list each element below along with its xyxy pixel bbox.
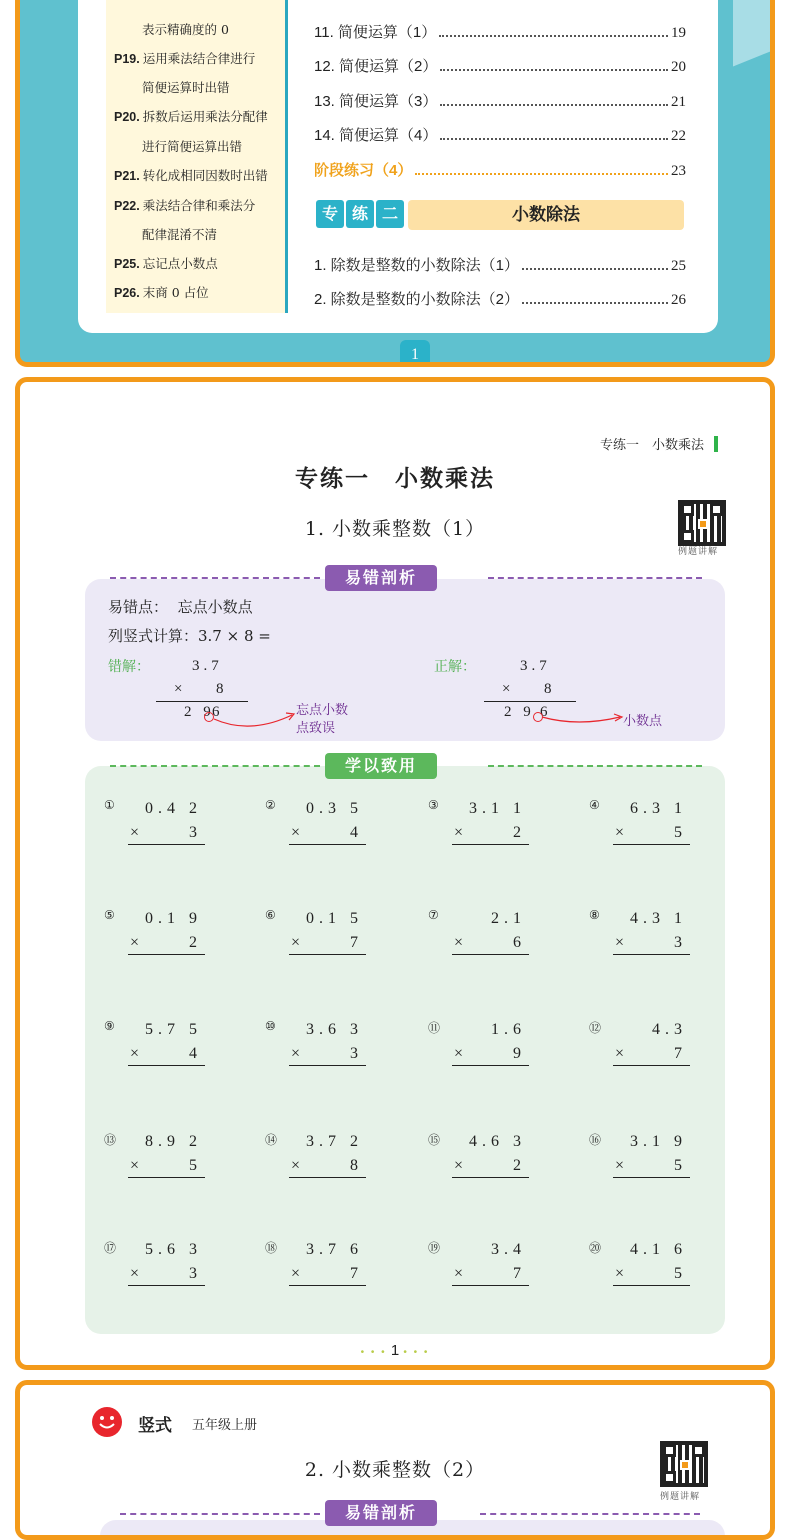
multiplier: 6 xyxy=(513,934,526,951)
problem-number: ⑧ xyxy=(589,908,600,922)
practice-problem xyxy=(428,1239,526,1299)
multiplier-row xyxy=(454,934,526,952)
answer-line xyxy=(452,1065,529,1066)
multiplicand: 0.3 5 xyxy=(306,800,363,817)
answer-line xyxy=(613,844,690,845)
qr-code-icon[interactable] xyxy=(660,1441,708,1487)
lesson-title: 1. 小数乘整数（1） xyxy=(304,518,486,540)
multiplier: 5 xyxy=(674,1265,687,1282)
lesson-title: 2. 小数乘整数（2） xyxy=(304,1459,486,1481)
multiplier: 7 xyxy=(513,1265,526,1282)
multiplier: 7 xyxy=(350,1265,363,1282)
practice-problem xyxy=(428,1131,526,1191)
times-sign: × xyxy=(291,934,306,951)
note-row: 进行简便运算出错 xyxy=(142,139,243,154)
multiplicand: 3.7 2 xyxy=(306,1133,363,1150)
multiplier: 4 xyxy=(189,1045,202,1062)
multiplier: 3 xyxy=(350,1045,363,1062)
problem-number: ⑱ xyxy=(265,1241,278,1255)
multiplier: 8 xyxy=(350,1157,363,1174)
answer-line xyxy=(128,1065,205,1066)
times-sign: × xyxy=(130,934,145,951)
qr-caption: 例题讲解 xyxy=(660,1492,701,1502)
wrong-multiplicand: 3.7 xyxy=(192,658,223,674)
practice-problem xyxy=(265,1131,363,1191)
grade-label: 五年级上册 xyxy=(192,1417,258,1432)
problem-number: ⑨ xyxy=(104,1019,115,1033)
multiplier: 3 xyxy=(189,1265,202,1282)
multiplier-row xyxy=(454,1045,526,1063)
page-number: 1 xyxy=(400,340,430,367)
times-sign: × xyxy=(291,1265,306,1282)
right-multiplicand: 3.7 xyxy=(520,658,551,674)
multiplicand: 5.7 5 xyxy=(145,1021,202,1038)
multiplier-row xyxy=(615,934,687,952)
multiplicand: 2.1 xyxy=(491,910,526,927)
answer-line xyxy=(128,844,205,845)
multiplier-row xyxy=(291,824,363,842)
multiplicand: 4.3 1 xyxy=(630,910,687,927)
problem-number: ⑫ xyxy=(589,1021,602,1035)
wrong-note: 忘点小数 点致误 xyxy=(296,703,349,736)
times-sign: × xyxy=(615,1045,630,1062)
qr-code-icon[interactable] xyxy=(678,500,726,546)
chapter-title: 专练一 小数乘法 xyxy=(295,465,495,492)
multiplier-row xyxy=(130,824,202,842)
mistake-banner: 易错剖析 xyxy=(325,565,437,591)
multiplier-row xyxy=(291,1265,363,1283)
problem-number: ③ xyxy=(428,798,439,812)
multiplier-row xyxy=(130,1265,202,1283)
practice-problem xyxy=(104,908,202,968)
answer-line xyxy=(128,1285,205,1286)
mistake-banner: 易错剖析 xyxy=(325,1500,437,1526)
problem-number: ④ xyxy=(589,798,600,812)
note-row: P19. 运用乘法结合律进行 xyxy=(114,51,256,66)
multiplicand: 3.4 xyxy=(491,1241,526,1258)
mistake-notes-column xyxy=(106,0,288,313)
note-row: P21. 转化成相同因数时出错 xyxy=(114,168,268,183)
answer-line xyxy=(289,844,366,845)
multiplier-row xyxy=(291,1045,363,1063)
multiplier-row xyxy=(130,934,202,952)
note-row: P20. 拆数后运用乘法分配律 xyxy=(114,109,268,124)
note-row: P25. 忘记点小数点 xyxy=(114,256,218,271)
times-sign: × xyxy=(454,934,469,951)
right-result-left: 2 9 xyxy=(504,704,535,720)
times-sign: × xyxy=(130,1045,145,1062)
practice-problem xyxy=(104,1019,202,1079)
multiplier: 5 xyxy=(189,1157,202,1174)
multiplicand: 3.7 6 xyxy=(306,1241,363,1258)
divider xyxy=(488,577,702,579)
qr-caption: 例题讲解 xyxy=(678,547,719,557)
mistake-point: 易错点： 忘点小数点 xyxy=(108,598,253,616)
multiplier: 5 xyxy=(674,1157,687,1174)
multiplier-row xyxy=(615,1157,687,1175)
multiplicand: 8.9 2 xyxy=(145,1133,202,1150)
answer-line xyxy=(128,1177,205,1178)
problem-number: ⑪ xyxy=(428,1021,441,1035)
multiplicand: 5.6 3 xyxy=(145,1241,202,1258)
multiplicand: 3.6 3 xyxy=(306,1021,363,1038)
practice-problem xyxy=(265,798,363,858)
problem-number: ⑰ xyxy=(104,1241,117,1255)
answer-line xyxy=(289,1285,366,1286)
section-char: 练 xyxy=(346,200,374,228)
multiplier-row xyxy=(615,1045,687,1063)
toc-entry[interactable]: 11. 简便运算（1） 19 xyxy=(314,24,686,41)
page-footer: • • • 1 • • • xyxy=(360,1342,430,1359)
times-sign: × xyxy=(130,1157,145,1174)
times-sign: × xyxy=(291,824,306,841)
note-row: P26. 末商 0 占位 xyxy=(114,285,209,300)
multiplier-row xyxy=(454,824,526,842)
answer-line xyxy=(613,954,690,955)
answer-line xyxy=(289,1177,366,1178)
multiplier: 9 xyxy=(513,1045,526,1062)
multiplier: 5 xyxy=(674,824,687,841)
problem-number: ⑥ xyxy=(265,908,276,922)
multiplier-row xyxy=(615,1265,687,1283)
answer-line xyxy=(452,844,529,845)
multiplicand: 0.1 5 xyxy=(306,910,363,927)
multiplicand: 0.4 2 xyxy=(145,800,202,817)
times-sign: × xyxy=(130,824,145,841)
multiplier: 2 xyxy=(513,824,526,841)
practice-problem xyxy=(428,798,526,858)
multiplier-row xyxy=(291,1157,363,1175)
times-sign: × xyxy=(454,1157,469,1174)
divider xyxy=(480,1513,700,1515)
corner-decoration xyxy=(733,0,775,67)
answer-line xyxy=(452,1177,529,1178)
divider xyxy=(120,1513,320,1515)
times-sign: × xyxy=(615,824,630,841)
note-row: 配律混淆不清 xyxy=(142,227,218,242)
brand-name: 竖式 xyxy=(138,1416,172,1436)
answer-line xyxy=(289,1065,366,1066)
note-row: P22. 乘法结合律和乘法分 xyxy=(114,198,256,213)
times-sign: × xyxy=(130,1265,145,1282)
right-label: 正解： xyxy=(434,659,476,675)
answer-line xyxy=(613,1177,690,1178)
times-sign: × xyxy=(454,824,469,841)
times-sign: × xyxy=(454,1045,469,1062)
right-note: 小数点 xyxy=(623,714,663,729)
problem-number: ⑩ xyxy=(265,1019,276,1033)
arrow-icon xyxy=(210,707,300,737)
problem-number: ⑳ xyxy=(589,1241,602,1255)
toc-entry[interactable]: 1. 除数是整数的小数除法（1） 25 xyxy=(314,257,686,274)
worksheet-page xyxy=(15,377,775,1370)
multiplier: 7 xyxy=(350,934,363,951)
right-multiplier: 8 xyxy=(544,681,556,697)
wrong-result-left: 2 9 xyxy=(184,704,215,720)
multiplicand: 4.1 6 xyxy=(630,1241,687,1258)
wrong-multiplier: 8 xyxy=(216,681,228,697)
note-row: 表示精确度的 0 xyxy=(142,22,229,37)
practice-problem xyxy=(104,1239,202,1299)
times-sign: × xyxy=(615,1157,630,1174)
multiplier-row xyxy=(130,1045,202,1063)
multiplier-row xyxy=(615,824,687,842)
smiley-logo-icon xyxy=(92,1407,122,1437)
problem-number: ⑭ xyxy=(265,1133,278,1147)
section-title: 小数除法 xyxy=(408,200,684,230)
next-page xyxy=(15,1380,775,1540)
answer-line xyxy=(613,1285,690,1286)
toc-entry[interactable]: 2. 除数是整数的小数除法（2） 26 xyxy=(314,291,686,308)
practice-problem xyxy=(428,1019,526,1079)
running-head: 专练一 小数乘法 xyxy=(600,434,718,453)
multiplicand: 3.1 9 xyxy=(630,1133,687,1150)
practice-problem xyxy=(265,1019,363,1079)
problem-number: ⑮ xyxy=(428,1133,441,1147)
multiplier: 2 xyxy=(513,1157,526,1174)
times-sign: × xyxy=(615,1265,630,1282)
multiplier: 7 xyxy=(674,1045,687,1062)
problem-number: ⑲ xyxy=(428,1241,441,1255)
wrong-result-right: 6 xyxy=(212,704,224,720)
multiplier: 4 xyxy=(350,824,363,841)
answer-line xyxy=(452,1285,529,1286)
right-times-sign: × xyxy=(502,681,515,697)
multiplier-row xyxy=(454,1157,526,1175)
multiplier: 2 xyxy=(189,934,202,951)
toc-entry[interactable]: 12. 简便运算（2） 20 xyxy=(314,58,686,75)
practice-banner: 学以致用 xyxy=(325,753,437,779)
practice-problem xyxy=(104,798,202,858)
multiplier-row xyxy=(130,1157,202,1175)
practice-problem xyxy=(589,1019,687,1079)
practice-problem xyxy=(589,1131,687,1191)
practice-problem xyxy=(428,908,526,968)
multiplier-row xyxy=(291,934,363,952)
wrong-times-sign: × xyxy=(174,681,187,697)
toc-entry[interactable]: 13. 简便运算（3） 21 xyxy=(314,93,686,110)
multiplier-row xyxy=(454,1265,526,1283)
times-sign: × xyxy=(291,1045,306,1062)
practice-problem xyxy=(589,908,687,968)
multiplicand: 3.1 1 xyxy=(469,800,526,817)
practice-problem xyxy=(589,798,687,858)
times-sign: × xyxy=(291,1157,306,1174)
arrow-icon xyxy=(538,707,628,731)
toc-sheet xyxy=(78,0,718,333)
right-result-right: 6 xyxy=(540,704,552,720)
practice-problem xyxy=(265,908,363,968)
divider xyxy=(110,765,320,767)
toc-stage-entry[interactable]: 阶段练习（4） 23 xyxy=(314,162,686,179)
problem-number: ⑦ xyxy=(428,908,439,922)
problem-number: ⑬ xyxy=(104,1133,117,1147)
multiplier: 3 xyxy=(674,934,687,951)
problem-number: ⑤ xyxy=(104,908,115,922)
answer-line xyxy=(452,954,529,955)
wrong-label: 错解： xyxy=(108,659,150,675)
multiplicand: 1.6 xyxy=(491,1021,526,1038)
problem-number: ① xyxy=(104,798,115,812)
instruction: 列竖式计算：3.7 × 8 = xyxy=(108,627,271,645)
divider xyxy=(488,765,702,767)
practice-problem xyxy=(104,1131,202,1191)
rule-line xyxy=(484,701,576,702)
answer-line xyxy=(613,1065,690,1066)
practice-problem xyxy=(589,1239,687,1299)
rule-line xyxy=(156,701,248,702)
section-char: 专 xyxy=(316,200,344,228)
divider xyxy=(110,577,320,579)
multiplicand: 4.6 3 xyxy=(469,1133,526,1150)
problem-number: ⑯ xyxy=(589,1133,602,1147)
answer-line xyxy=(128,954,205,955)
multiplier: 3 xyxy=(189,824,202,841)
multiplicand: 6.3 1 xyxy=(630,800,687,817)
problem-number: ② xyxy=(265,798,276,812)
toc-entry[interactable]: 14. 简便运算（4） 22 xyxy=(314,127,686,144)
multiplicand: 0.1 9 xyxy=(145,910,202,927)
answer-line xyxy=(289,954,366,955)
practice-problem xyxy=(265,1239,363,1299)
times-sign: × xyxy=(454,1265,469,1282)
toc-panel xyxy=(15,0,775,367)
times-sign: × xyxy=(615,934,630,951)
section-char: 二 xyxy=(376,200,404,228)
note-row: 简便运算时出错 xyxy=(142,80,230,95)
multiplicand: 4.3 xyxy=(652,1021,687,1038)
